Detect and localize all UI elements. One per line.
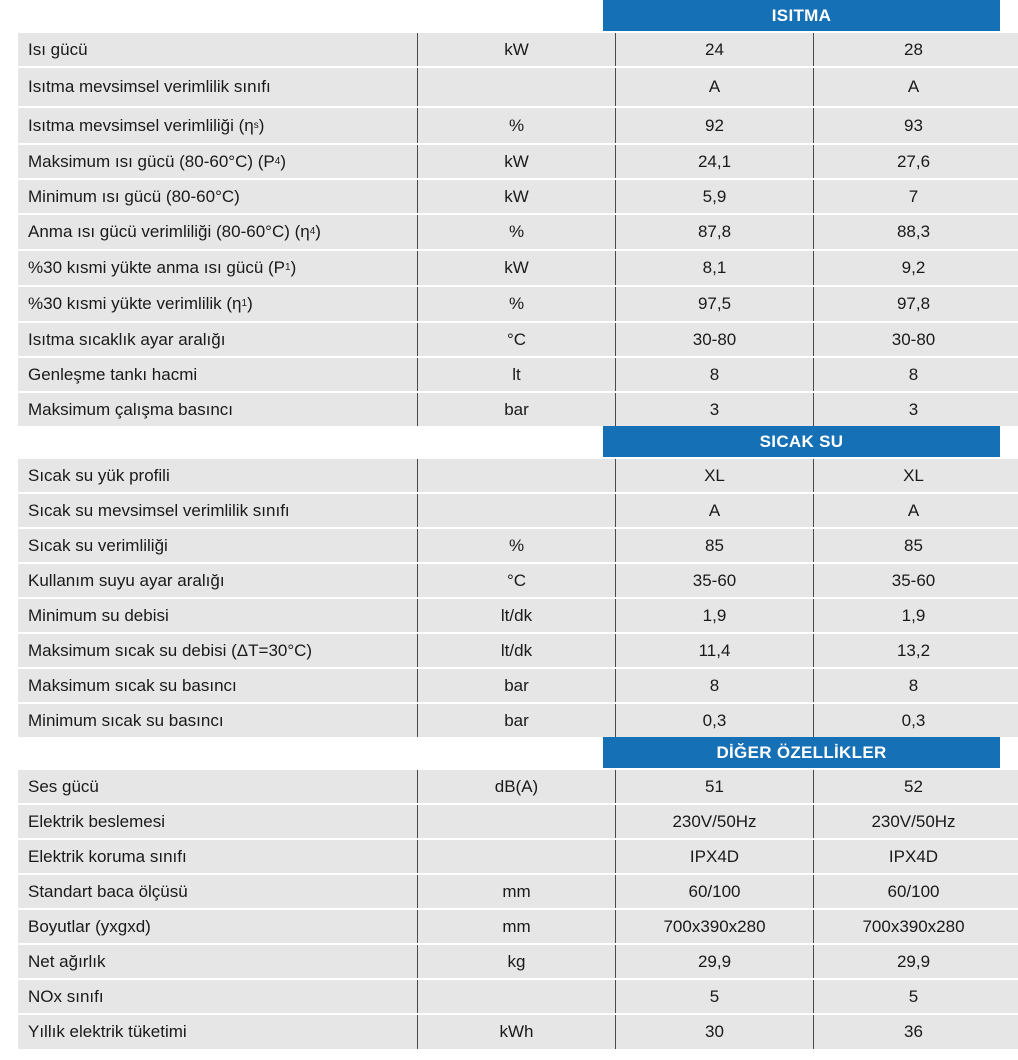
row-margin <box>0 599 18 632</box>
row-label <box>18 669 418 702</box>
row-label-text: Sıcak su verimliliği <box>28 535 168 555</box>
row-label <box>18 564 418 597</box>
row-label-text: Maksimum sıcak su basıncı <box>28 675 237 695</box>
row-label <box>18 494 418 527</box>
table-row <box>0 178 1018 213</box>
table-row <box>0 213 1018 249</box>
row-label-text: Boyutlar (yxgxd) <box>28 916 151 936</box>
value-model-2: 88,3 <box>896 222 931 241</box>
value-model-1: 24 <box>616 33 814 66</box>
value-model-2: 3 <box>908 399 919 419</box>
value-model-2: A <box>907 77 920 96</box>
row-label-text: Yıllık elektrik tüketimi <box>28 1022 187 1041</box>
table-row <box>0 143 1018 178</box>
table-row <box>0 249 1018 285</box>
table-row <box>0 527 1018 562</box>
row-label: Anma ısı gücü verimliliği (80-60°C) (η 4 ) <box>18 215 418 249</box>
row-unit <box>418 840 616 873</box>
row-label <box>18 33 418 66</box>
value-model-2: 13,2 <box>896 640 931 660</box>
row-unit: bar <box>418 704 616 737</box>
value-model-2: 0,3 <box>901 710 926 730</box>
value-model-1: 8 <box>616 669 814 702</box>
row-label-text: Ses gücü <box>28 776 99 796</box>
value-model-2: 8 <box>908 364 919 384</box>
row-margin <box>0 634 18 667</box>
row-label-text: Minimum ısı gücü (80-60°C) <box>28 186 240 206</box>
row-margin <box>0 287 18 321</box>
value-model-2: IPX4D <box>888 846 939 866</box>
value-model-1: 8,1 <box>616 251 814 285</box>
row-label-text: Maksimum ısı gücü (80-60°C) (P <box>28 151 275 171</box>
row-label <box>18 459 418 492</box>
table-row <box>0 1013 1018 1049</box>
row-label-text: Isı gücü <box>28 39 88 59</box>
row-unit <box>418 459 616 492</box>
row-unit: lt/dk <box>418 634 616 667</box>
value-model-2: 29,9 <box>896 951 931 971</box>
row-margin <box>0 875 18 908</box>
row-margin <box>0 33 18 66</box>
row-unit: kWh <box>418 1015 616 1049</box>
value-model-2: 7 <box>908 186 919 206</box>
row-unit <box>418 980 616 1013</box>
row-margin <box>0 945 18 978</box>
value-model-1: 24,1 <box>616 145 814 178</box>
row-label-close: ) <box>315 222 321 241</box>
table-row <box>0 632 1018 667</box>
row-label <box>18 875 418 908</box>
value-model-1: XL <box>616 459 814 492</box>
section-title: SICAK SU <box>603 426 1000 457</box>
row-unit: % <box>418 287 616 321</box>
section-body <box>0 457 1018 737</box>
row-margin <box>0 180 18 213</box>
row-margin <box>0 459 18 492</box>
value-model-2: 8 <box>908 675 919 695</box>
value-model-1: 0,3 <box>616 704 814 737</box>
table-row <box>0 31 1018 66</box>
row-unit: °C <box>418 323 616 356</box>
value-model-1: 8 <box>616 358 814 391</box>
row-label-close: ) <box>290 258 297 277</box>
value-model-1: 3 <box>616 393 814 426</box>
value-model-2: 52 <box>904 776 923 796</box>
table-row <box>0 285 1018 321</box>
row-unit: % <box>418 529 616 562</box>
table-row <box>0 978 1018 1013</box>
row-margin <box>0 980 18 1013</box>
value-model-1: 230V/50Hz <box>616 805 814 838</box>
row-margin <box>0 770 18 803</box>
row-label-text: %30 kısmi yükte verimlilik (η <box>28 294 242 313</box>
value-model-1: 51 <box>616 770 814 803</box>
row-label: Isıtma mevsimsel verimliliği (η s ) <box>18 108 418 143</box>
row-unit: % <box>418 108 616 143</box>
row-label-text: Minimum su debisi <box>28 605 169 625</box>
value-model-1: 92 <box>616 108 814 143</box>
value-model-2: 1,9 <box>901 605 926 625</box>
value-model-2: 97,8 <box>896 294 931 313</box>
value-model-2: 700x390x280 <box>862 916 965 936</box>
row-unit: mm <box>418 875 616 908</box>
row-label: Maksimum ısı gücü (80-60°C) (P 4 ) <box>18 145 418 178</box>
table-row <box>0 321 1018 356</box>
row-margin <box>0 251 18 285</box>
table-row <box>0 908 1018 943</box>
row-margin <box>0 323 18 356</box>
row-label-close: ) <box>258 115 265 135</box>
table-row <box>0 943 1018 978</box>
value-model-1: 1,9 <box>616 599 814 632</box>
row-unit <box>418 494 616 527</box>
row-label-close: ) <box>247 294 253 313</box>
header-spacer <box>0 426 603 457</box>
value-model-1: 11,4 <box>616 634 814 667</box>
table-row <box>0 492 1018 527</box>
value-model-2: 230V/50Hz <box>871 811 956 831</box>
table-row <box>0 803 1018 838</box>
row-label <box>18 599 418 632</box>
row-label-text: Net ağırlık <box>28 951 106 971</box>
section-body <box>0 768 1018 1049</box>
row-unit: dB(A) <box>418 770 616 803</box>
row-label-text: Isıtma sıcaklık ayar aralığı <box>28 329 226 349</box>
row-unit: lt <box>418 358 616 391</box>
value-model-2: 30-80 <box>891 329 936 349</box>
row-unit: mm <box>418 910 616 943</box>
value-model-1: 30 <box>616 1015 814 1049</box>
value-model-2: 27,6 <box>896 151 931 171</box>
row-label <box>18 634 418 667</box>
section-header-band <box>0 737 1018 768</box>
row-margin <box>0 494 18 527</box>
table-row <box>0 597 1018 632</box>
row-label-text: Elektrik koruma sınıfı <box>28 846 187 866</box>
value-model-1: A <box>616 68 814 106</box>
section-body <box>0 31 1018 426</box>
row-label <box>18 980 418 1013</box>
row-unit: °C <box>418 564 616 597</box>
value-model-1: 30-80 <box>616 323 814 356</box>
row-label-text: %30 kısmi yükte anma ısı gücü (P <box>28 258 285 277</box>
table-row <box>0 838 1018 873</box>
value-model-2: 93 <box>904 115 923 135</box>
row-unit: lt/dk <box>418 599 616 632</box>
row-margin <box>0 704 18 737</box>
row-label-close: ) <box>280 151 286 171</box>
value-model-2: XL <box>903 465 924 485</box>
value-model-2: 9,2 <box>901 258 926 277</box>
row-unit: kg <box>418 945 616 978</box>
row-unit: bar <box>418 393 616 426</box>
table-row <box>0 667 1018 702</box>
value-model-2: 35-60 <box>891 570 936 590</box>
row-label <box>18 704 418 737</box>
value-model-1: 60/100 <box>616 875 814 908</box>
table-row <box>0 768 1018 803</box>
row-margin <box>0 669 18 702</box>
row-label <box>18 945 418 978</box>
row-label <box>18 323 418 356</box>
value-model-1: IPX4D <box>616 840 814 873</box>
row-margin <box>0 564 18 597</box>
value-model-1: 87,8 <box>616 215 814 249</box>
row-margin <box>0 108 18 143</box>
row-label <box>18 180 418 213</box>
table-row <box>0 391 1018 426</box>
row-label <box>18 770 418 803</box>
row-unit: kW <box>418 180 616 213</box>
row-unit: kW <box>418 145 616 178</box>
row-label-text: Isıtma mevsimsel verimlilik sınıfı <box>28 77 271 96</box>
row-margin <box>0 393 18 426</box>
row-label: %30 kısmi yükte anma ısı gücü (P 1 ) <box>18 251 418 285</box>
value-model-1: 5 <box>616 980 814 1013</box>
table-row <box>0 702 1018 737</box>
value-model-1: 5,9 <box>616 180 814 213</box>
table-row <box>0 457 1018 492</box>
row-margin <box>0 215 18 249</box>
row-margin <box>0 68 18 106</box>
row-margin <box>0 529 18 562</box>
row-label-text: Maksimum çalışma basıncı <box>28 399 233 419</box>
row-label-text: Maksimum sıcak su debisi (ΔT=30°C) <box>28 640 313 660</box>
header-spacer <box>0 0 603 31</box>
value-model-1: A <box>616 494 814 527</box>
row-label-text: Kullanım suyu ayar aralığı <box>28 570 225 590</box>
value-model-1: 35-60 <box>616 564 814 597</box>
row-label-text: Minimum sıcak su basıncı <box>28 710 224 730</box>
row-margin <box>0 805 18 838</box>
row-label <box>18 529 418 562</box>
row-label <box>18 910 418 943</box>
value-model-2: A <box>907 500 920 520</box>
row-margin <box>0 358 18 391</box>
value-model-2: 36 <box>904 1022 923 1041</box>
row-label: %30 kısmi yükte verimlilik (η 1 ) <box>18 287 418 321</box>
table-row <box>0 562 1018 597</box>
row-label <box>18 68 418 106</box>
row-label-text: NOx sınıfı <box>28 986 104 1006</box>
row-margin <box>0 145 18 178</box>
row-unit: kW <box>418 33 616 66</box>
value-model-2: 5 <box>908 986 919 1006</box>
section-header-band <box>0 426 1018 457</box>
value-model-2: 60/100 <box>887 881 940 901</box>
table-row <box>0 106 1018 143</box>
row-label-text: Genleşme tankı hacmi <box>28 364 198 384</box>
row-margin <box>0 840 18 873</box>
row-label-text: Elektrik beslemesi <box>28 811 165 831</box>
row-unit: bar <box>418 669 616 702</box>
value-model-2: 85 <box>904 535 923 555</box>
row-label <box>18 393 418 426</box>
row-label-text: Anma ısı gücü verimliliği (80-60°C) (η <box>28 222 310 241</box>
row-label-text: Sıcak su mevsimsel verimlilik sınıfı <box>28 500 290 520</box>
row-label-text: Standart baca ölçüsü <box>28 881 188 901</box>
value-model-1: 29,9 <box>616 945 814 978</box>
row-unit: % <box>418 215 616 249</box>
row-label <box>18 840 418 873</box>
row-label <box>18 1015 418 1049</box>
section-title: ISITMA <box>603 0 1000 31</box>
table-row <box>0 66 1018 106</box>
row-label-text: Isıtma mevsimsel verimliliği (η <box>28 115 254 135</box>
table-row <box>0 356 1018 391</box>
row-margin <box>0 910 18 943</box>
value-model-2: 28 <box>904 39 923 59</box>
header-spacer <box>0 737 603 768</box>
row-unit <box>418 68 616 106</box>
row-label <box>18 358 418 391</box>
section-title: DİĞER ÖZELLİKLER <box>603 737 1000 768</box>
row-margin <box>0 1015 18 1049</box>
value-model-1: 700x390x280 <box>616 910 814 943</box>
row-unit <box>418 805 616 838</box>
row-label-text: Sıcak su yük profili <box>28 465 170 485</box>
value-model-1: 85 <box>616 529 814 562</box>
value-model-1: 97,5 <box>616 287 814 321</box>
row-label <box>18 805 418 838</box>
section-header-band <box>0 0 1018 31</box>
row-unit: kW <box>418 251 616 285</box>
table-row <box>0 873 1018 908</box>
